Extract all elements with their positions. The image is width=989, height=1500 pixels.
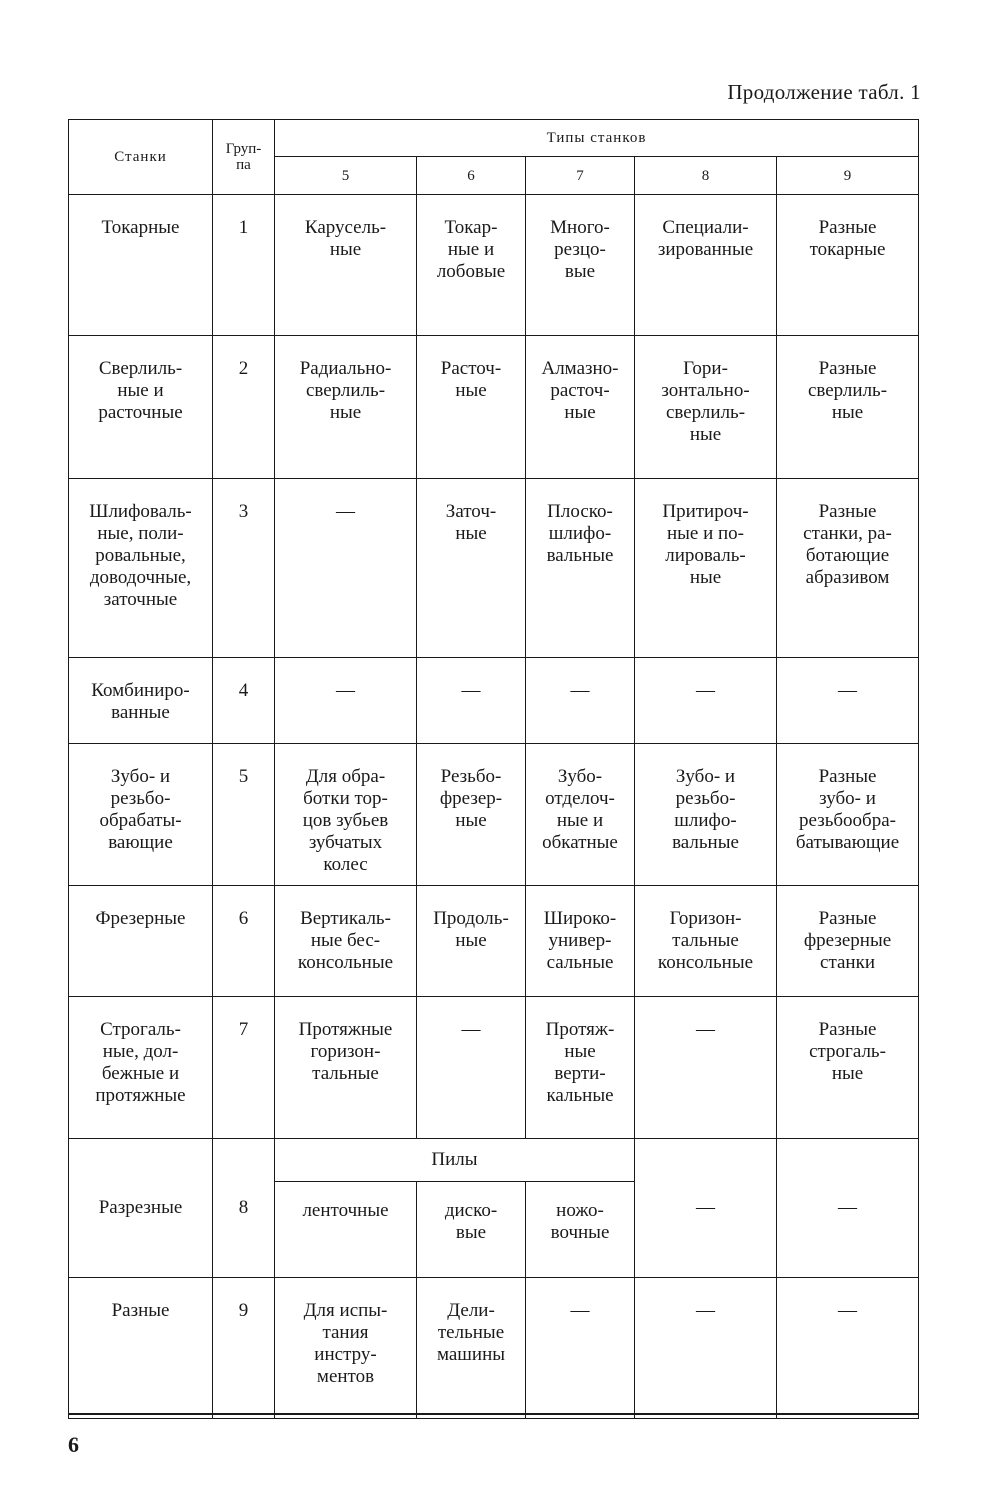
machine-types-table	[68, 119, 919, 1419]
table-cell: Расточ- ные	[417, 336, 526, 479]
saw-type-cell: ножо- вочные	[526, 1182, 635, 1278]
table-cell: —	[417, 658, 526, 744]
row-group-number: 9	[213, 1278, 275, 1419]
table-row	[69, 479, 919, 658]
table-cell: Резьбо- фрезер- ные	[417, 744, 526, 886]
table-cell: Для обра- ботки тор- цов зубьев зубчатых колес	[275, 744, 417, 886]
table-cell: Разные строгаль- ные	[777, 997, 919, 1139]
table-cell: —	[777, 1139, 919, 1278]
header-row-top	[69, 120, 919, 157]
table-cell: Плоско- шлифо- вальные	[526, 479, 635, 658]
row-group-number: 5	[213, 744, 275, 886]
row-machine-name: Разные	[69, 1278, 213, 1419]
table-cell: Зубо- и резьбо- шлифо- вальные	[635, 744, 777, 886]
row-group-number: 7	[213, 997, 275, 1139]
header-type-number: 7	[526, 157, 635, 195]
table-cell: Дели- тельные машины	[417, 1278, 526, 1419]
row-machine-name: Токарные	[69, 195, 213, 336]
header-type-number: 8	[635, 157, 777, 195]
table-cell: Токар- ные и лобовые	[417, 195, 526, 336]
table-cell: Разные фрезерные станки	[777, 886, 919, 997]
table-row-cutting	[69, 1139, 919, 1182]
table-cell: Разные токарные	[777, 195, 919, 336]
table-cell: Разные сверлиль- ные	[777, 336, 919, 479]
saw-type-cell: ленточные	[275, 1182, 417, 1278]
table-cell: Заточ- ные	[417, 479, 526, 658]
row-group-number: 4	[213, 658, 275, 744]
table-cell: —	[526, 658, 635, 744]
table-cell: Протяжные горизон- тальные	[275, 997, 417, 1139]
table-cell: Много- резцо- вые	[526, 195, 635, 336]
saw-type-cell: диско- вые	[417, 1182, 526, 1278]
row-machine-name: Шлифоваль- ные, поли- ровальные, доводочные, заточные	[69, 479, 213, 658]
row-machine-name: Комбиниро- ванные	[69, 658, 213, 744]
table-cell: Гори- зонтально- сверлиль- ные	[635, 336, 777, 479]
row-group-number: 8	[213, 1139, 275, 1278]
row-machine-name: Сверлиль- ные и расточные	[69, 336, 213, 479]
row-machine-name: Зубо- и резьбо- обрабаты- вающие	[69, 744, 213, 886]
table-continuation-caption: Продолжение табл. 1	[727, 80, 921, 104]
table-cell: —	[777, 658, 919, 744]
table-cell: Продоль- ные	[417, 886, 526, 997]
table-row	[69, 886, 919, 997]
table-cell: —	[275, 658, 417, 744]
table-cell: Горизон- тальные консольные	[635, 886, 777, 997]
table-cell: Алмазно- расточ- ные	[526, 336, 635, 479]
row-machine-name: Разрезные	[69, 1139, 213, 1278]
row-group-number: 1	[213, 195, 275, 336]
table-cell: —	[417, 997, 526, 1139]
table-cell: Для испы- тания инстру- ментов	[275, 1278, 417, 1419]
table-cell: Радиально- сверлиль- ные	[275, 336, 417, 479]
row-group-number: 3	[213, 479, 275, 658]
table-cell: Карусель- ные	[275, 195, 417, 336]
table-cell: Вертикаль- ные бес- консольные	[275, 886, 417, 997]
row-machine-name: Фрезерные	[69, 886, 213, 997]
table-cell: —	[635, 997, 777, 1139]
table-row	[69, 744, 919, 886]
table-row	[69, 336, 919, 479]
table-cell: —	[635, 1278, 777, 1419]
header-type-number: 5	[275, 157, 417, 195]
row-group-number: 6	[213, 886, 275, 997]
table-cell: —	[777, 1278, 919, 1419]
header-machine-types: Типы станков	[275, 120, 919, 157]
saws-header: Пилы	[275, 1139, 635, 1182]
header-type-number: 6	[417, 157, 526, 195]
table-cell: Зубо- отделоч- ные и обкатные	[526, 744, 635, 886]
header-group: Груп- па	[213, 120, 275, 195]
bottom-rule	[68, 1413, 918, 1415]
table-row	[69, 997, 919, 1139]
table-cell: —	[526, 1278, 635, 1419]
row-machine-name: Строгаль- ные, дол- бежные и протяжные	[69, 997, 213, 1139]
table-cell: —	[275, 479, 417, 658]
header-machines: Станки	[69, 120, 213, 195]
table-row	[69, 195, 919, 336]
table-cell: Разные зубо- и резьбообра- батывающие	[777, 744, 919, 886]
table-row	[69, 658, 919, 744]
table-cell: Притироч- ные и по- лироваль- ные	[635, 479, 777, 658]
table-cell: Широко- универ- сальные	[526, 886, 635, 997]
row-group-number: 2	[213, 336, 275, 479]
page-number: 6	[68, 1432, 79, 1457]
table-cell: —	[635, 658, 777, 744]
table-cell: —	[635, 1139, 777, 1278]
header-type-number: 9	[777, 157, 919, 195]
table-cell: Специали- зированные	[635, 195, 777, 336]
table-cell: Разные станки, ра- ботающие абразивом	[777, 479, 919, 658]
table-cell: Протяж- ные верти- кальные	[526, 997, 635, 1139]
table-row	[69, 1278, 919, 1419]
